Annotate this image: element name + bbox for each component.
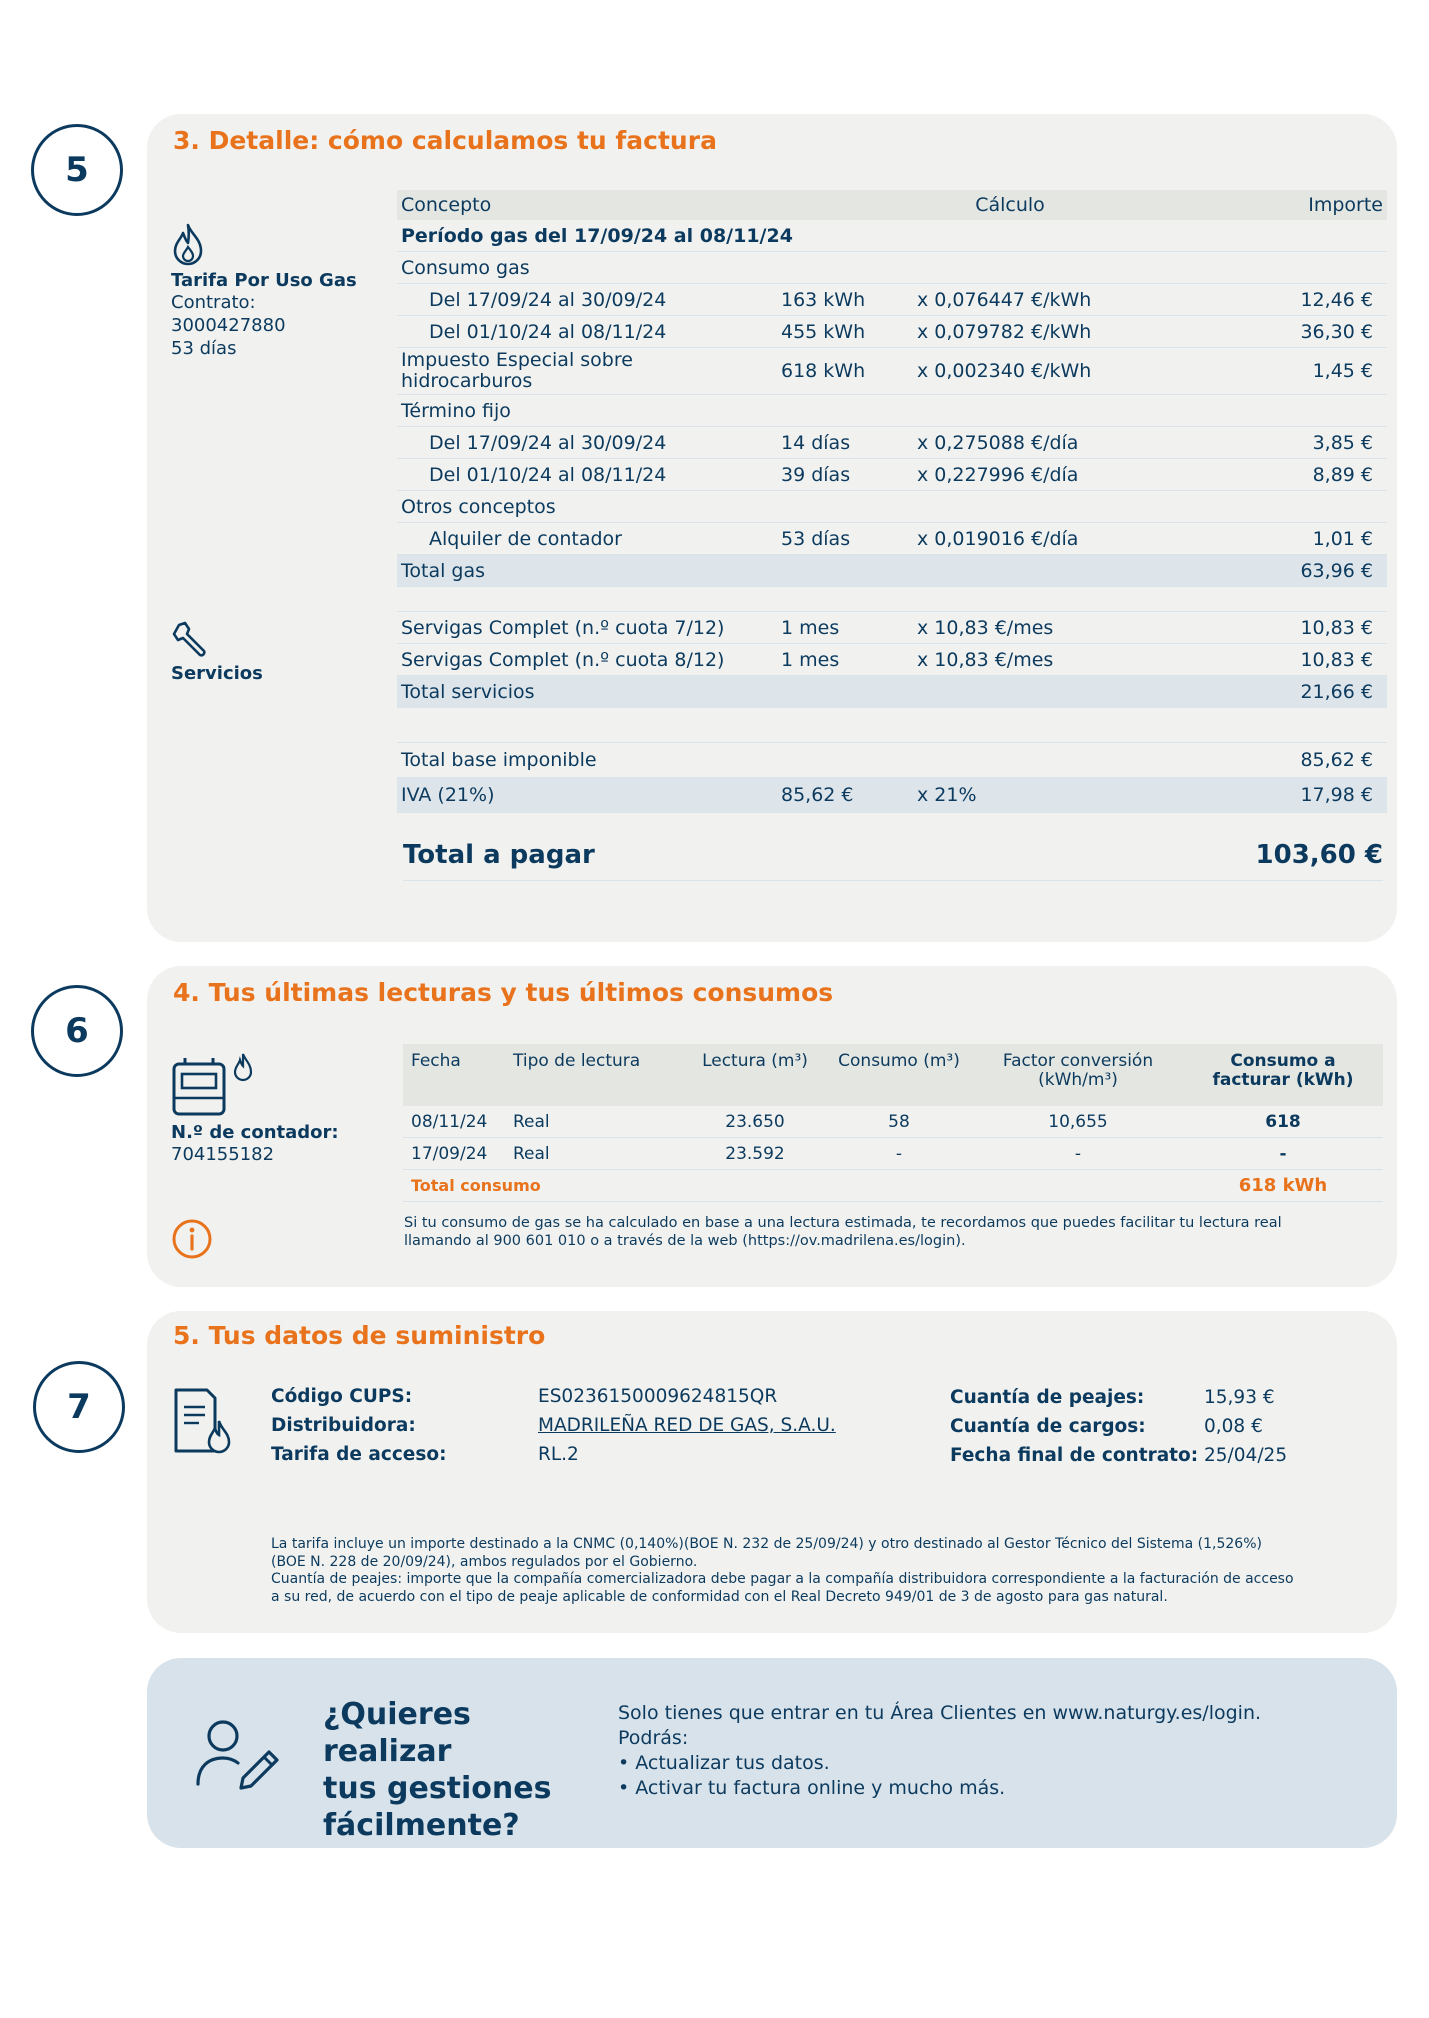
note-line-2: llamando al 900 601 010 o a través de la web (https://ov.madrilena.es/login). [404,1233,966,1249]
legal-note [271,1536,1371,1606]
table-row [397,612,1387,644]
header-fecha: Fecha [403,1044,505,1106]
row-qty: 163 kWh [777,284,913,316]
contract-end-label: Fecha final de contrato: [950,1445,1199,1466]
period-label: Período gas del 17/09/24 al 08/11/24 [397,220,1387,252]
row-concept: Del 01/10/24 al 08/11/24 [397,459,777,491]
legal-line-1: La tarifa incluye un importe destinado a la CNMC (0,140%)(BOE N. 232 de 25/09/24) y otro destinado al Gestor Técnico del Sistema (1,526%) [271,1536,1262,1552]
tolls-value: 15,93 € [1204,1387,1275,1408]
table-row [397,644,1387,676]
row-qty: 618 kWh [777,348,913,395]
reading-type: Real [505,1138,685,1170]
total-services-row [397,676,1387,708]
total-consumption-row [403,1170,1383,1202]
cups-label: Código CUPS: [271,1386,413,1407]
header-importe: Importe [1243,190,1387,220]
step-badge-7: 7 [33,1361,125,1453]
legal-line-2: (BOE N. 228 de 20/09/24), ambos regulados por el Gobierno. [271,1553,698,1570]
fijo-label: Término fijo [397,395,1387,427]
otros-label: Otros conceptos [397,491,1387,523]
row-amount: 8,89 € [1243,459,1387,491]
row-qty: 1 mes [777,644,913,676]
row-rate: x 0,275088 €/día [913,427,1243,459]
distributor-link[interactable]: MADRILEÑA RED DE GAS, S.A.U. [538,1415,836,1436]
reading-date: 17/09/24 [403,1138,505,1170]
estimated-reading-note [404,1214,1282,1250]
reading-factor: 10,655 [973,1106,1183,1138]
supply-values-right [1204,1383,1287,1470]
readings-table [403,1044,1383,1202]
readings-panel [147,966,1397,1287]
row-rate: x 10,83 €/mes [913,644,1243,676]
step-badge-5: 5 [31,124,123,216]
iva-row [397,778,1387,813]
total-consumption-value: 618 kWh [1183,1170,1383,1202]
distributor-label: Distribuidora: [271,1415,416,1436]
reading-value: 23.592 [685,1138,825,1170]
table-row [397,220,1387,252]
row-rate: x 0,019016 €/día [913,523,1243,555]
base-amount: 85,62 € [1243,743,1387,778]
row-concept: Del 17/09/24 al 30/09/24 [397,427,777,459]
iva-label: IVA (21%) [397,778,777,813]
table-row [397,459,1387,491]
row-amount: 10,83 € [1243,644,1387,676]
iva-rate: x 21% [913,778,1243,813]
tolls-label: Cuantía de peajes: [950,1387,1145,1408]
access-tariff-value: RL.2 [538,1444,579,1465]
header-concepto: Concepto [397,190,777,220]
row-rate: x 0,227996 €/día [913,459,1243,491]
row-concept: Del 01/10/24 al 08/11/24 [397,316,777,348]
charges-label: Cuantía de cargos: [950,1416,1146,1437]
detail-panel [147,114,1397,942]
contract-end-value: 25/04/25 [1204,1445,1288,1466]
row-rate: x 0,002340 €/kWh [913,348,1243,395]
consumo-label: Consumo gas [397,252,1387,284]
meter-label: N.º de contador: [171,1122,339,1143]
promo-line-2: Podrás: [618,1727,689,1749]
total-consumption-label: Total consumo [403,1170,1183,1202]
base-row [397,743,1387,778]
promo-bullet-1: • Actualizar tus datos. [618,1752,830,1774]
wrench-icon [171,619,211,659]
services-block [171,619,263,684]
online-services-promo [147,1658,1397,1848]
access-tariff-label: Tarifa de acceso: [271,1444,447,1465]
info-icon [171,1218,213,1260]
table-row [397,348,1387,395]
row-amount: 36,30 € [1243,316,1387,348]
detail-header-row [397,190,1387,220]
row-qty: 39 días [777,459,913,491]
reading-value: 23.650 [685,1106,825,1138]
total-gas-row [397,555,1387,587]
impuesto-line-2: hidrocarburos [401,370,533,392]
contract-number: 3000427880 [171,315,286,336]
promo-title-line-1: ¿Quieres realizar [323,1697,471,1769]
row-rate: x 0,079782 €/kWh [913,316,1243,348]
header-tipo: Tipo de lectura [505,1044,685,1106]
reading-consumption: - [825,1138,973,1170]
reading-billed: - [1183,1138,1383,1170]
row-qty: 455 kWh [777,316,913,348]
meter-icon [171,1052,261,1118]
header-factor: Factor conversión (kWh/m³) [973,1044,1183,1106]
table-row [397,316,1387,348]
total-to-pay [403,830,1383,881]
supply-labels-left [271,1382,446,1469]
header-facturar: Consumo a facturar (kWh) [1183,1044,1383,1106]
reading-date: 08/11/24 [403,1106,505,1138]
base-label: Total base imponible [397,743,1243,778]
total-gas-amount: 63,96 € [1243,555,1387,587]
header-lectura: Lectura (m³) [685,1044,825,1106]
legal-line-4: a su red, de acuerdo con el tipo de peaje aplicable de conformidad con el Real Decreto 949/01 de 3 de agosto para gas natural. [271,1588,1168,1605]
reading-consumption: 58 [825,1106,973,1138]
readings-title: 4. Tus últimas lecturas y tus últimos consumos [173,978,834,1007]
total-services-label: Total servicios [397,676,1243,708]
readings-header-row [403,1044,1383,1106]
iva-amount: 17,98 € [1243,778,1387,813]
supply-title: 5. Tus datos de suministro [173,1321,546,1350]
supply-panel [147,1311,1397,1633]
spacer-row [397,708,1387,743]
supply-labels-right [950,1383,1198,1470]
promo-line-1: Solo tienes que entrar en tu Área Clientes en www.naturgy.es/login. [618,1702,1262,1724]
cups-value: ES0236150009624815QR [538,1386,778,1407]
table-row [403,1138,1383,1170]
row-amount: 3,85 € [1243,427,1387,459]
promo-title [323,1696,603,1844]
flame-icon [171,222,205,266]
total-to-pay-amount: 103,60 € [1255,840,1383,870]
promo-title-line-2: tus gestiones [323,1771,552,1806]
row-concept: Servigas Complet (n.º cuota 8/12) [397,644,777,676]
charges-value: 0,08 € [1204,1416,1263,1437]
row-qty: 53 días [777,523,913,555]
promo-text [618,1701,1261,1801]
table-row [397,491,1387,523]
document-flame-icon [171,1385,235,1459]
step-badge-6: 6 [31,985,123,1077]
row-amount: 12,46 € [1243,284,1387,316]
legal-line-3: Cuantía de peajes: importe que la compañía comercializadora debe pagar a la compañía distribuidora correspondiente a la facturación de acceso [271,1571,1294,1587]
meter-block [171,1052,339,1166]
table-row [397,427,1387,459]
meter-number: 704155182 [171,1144,275,1165]
total-gas-label: Total gas [397,555,1243,587]
header-calculo: Cálculo [777,190,1243,220]
promo-bullet-2: • Activar tu factura online y mucho más. [618,1777,1006,1799]
row-rate: x 0,076447 €/kWh [913,284,1243,316]
supply-values-left [538,1382,836,1469]
impuesto-line-1: Impuesto Especial sobre [401,349,633,371]
gas-contract-block [171,222,357,360]
iva-base: 85,62 € [777,778,913,813]
row-concept: Alquiler de contador [397,523,777,555]
reading-type: Real [505,1106,685,1138]
row-amount: 1,45 € [1243,348,1387,395]
table-row [397,523,1387,555]
row-amount: 10,83 € [1243,612,1387,644]
spacer-row [397,587,1387,612]
tariff-name: Tarifa Por Uso Gas [171,270,357,291]
user-edit-icon [193,1716,281,1790]
table-row [397,284,1387,316]
table-row [397,252,1387,284]
row-concept [397,348,777,395]
row-rate: x 10,83 €/mes [913,612,1243,644]
detail-table [397,190,1387,813]
row-qty: 14 días [777,427,913,459]
row-amount: 1,01 € [1243,523,1387,555]
table-row [397,395,1387,427]
services-label: Servicios [171,663,263,684]
detail-title: 3. Detalle: cómo calculamos tu factura [173,126,717,155]
row-concept: Del 17/09/24 al 30/09/24 [397,284,777,316]
promo-title-line-3: fácilmente? [323,1808,520,1843]
reading-factor: - [973,1138,1183,1170]
row-concept: Servigas Complet (n.º cuota 7/12) [397,612,777,644]
total-to-pay-label: Total a pagar [403,840,595,870]
contract-label: Contrato: [171,292,256,313]
total-services-amount: 21,66 € [1243,676,1387,708]
billing-days: 53 días [171,338,237,359]
note-line-1: Si tu consumo de gas se ha calculado en base a una lectura estimada, te recordamos que puedes facilitar tu lectura real [404,1215,1282,1231]
reading-billed: 618 [1183,1106,1383,1138]
table-row [403,1106,1383,1138]
row-qty: 1 mes [777,612,913,644]
header-consumo: Consumo (m³) [825,1044,973,1106]
